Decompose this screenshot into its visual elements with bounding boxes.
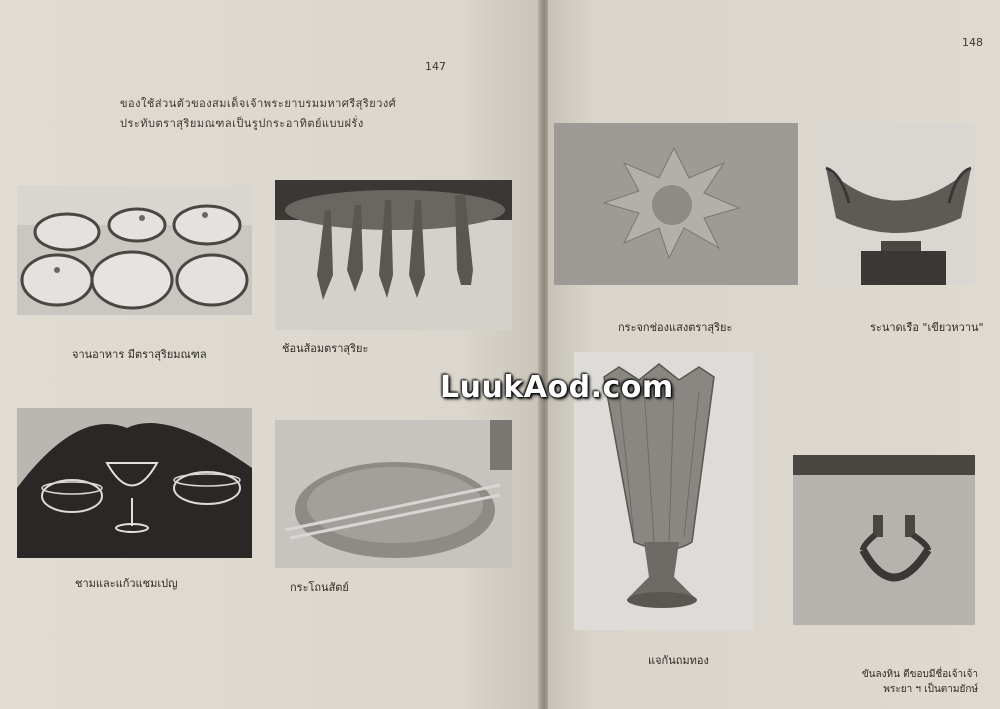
page-number-right: 148 <box>962 36 983 49</box>
photo-pot <box>793 455 975 625</box>
caption-bowls: ชามและแก้วแชมเปญ <box>75 577 178 590</box>
caption-mirror: กระจกช่องแสงตราสุริยะ <box>618 321 733 334</box>
caption-pot <box>798 667 978 697</box>
right-page <box>548 0 1000 709</box>
caption-tray: กระโถนสัตย์ <box>290 581 349 594</box>
photo-spoons <box>275 180 512 330</box>
caption-pot-line1: ขันลงหิน ตีขอบมีชื่อเจ้าเจ้า <box>861 669 978 680</box>
photo-plates <box>17 185 252 315</box>
caption-vase: แจกันถมทอง <box>648 654 709 667</box>
caption-boat-bowl: ระนาดเรือ "เขียวหวาน" <box>870 321 984 334</box>
watermark-logo: LuukAod.com <box>440 370 674 405</box>
photo-boat-bowl <box>821 123 975 285</box>
caption-pot-line2: พระยา ฯ เป็นตามยักษ์ <box>883 684 978 695</box>
page-title-line1: ของใช้ส่วนตัวของสมเด็จเจ้าพระยาบรมมหาศรีสุริยวงศ์ <box>120 97 397 110</box>
photo-tray <box>275 420 512 568</box>
page-title-line2: ประทับตราสุริยมณฑลเป็นรูปกระอาทิตย์แบบฝรั่ง <box>120 117 364 130</box>
page-number-left: 147 <box>425 60 446 73</box>
photo-mirror <box>554 123 798 285</box>
caption-spoons: ช้อนส้อมตราสุริยะ <box>282 342 369 355</box>
photo-bowls <box>17 408 252 558</box>
caption-plates: จานอาหาร มีตราสุริยมณฑล <box>72 348 207 361</box>
